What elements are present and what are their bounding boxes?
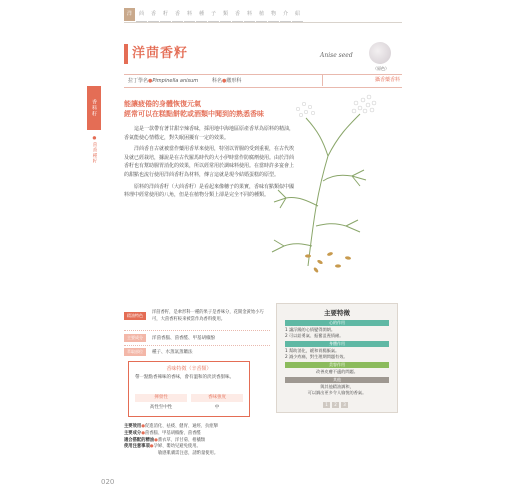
extraction-row: [124, 348, 193, 358]
beauty-band: 美容作用: [285, 362, 389, 368]
oil-color-swatch: [369, 42, 391, 64]
main-ingredients-text: 洋茴香腦、茴香醛、甲基胡椒酚: [152, 336, 215, 341]
family-value: 繖形科: [226, 78, 242, 84]
pager-dot[interactable]: 1: [323, 402, 330, 408]
features-box: [276, 303, 398, 413]
latin-name-value: Pimpinella anisum: [152, 78, 199, 84]
intensity-header: 香味強度: [191, 394, 243, 402]
index-tab[interactable]: 洋: [124, 8, 135, 21]
anise-plant-illustration: [268, 86, 398, 276]
index-tab[interactable]: 籽: [160, 8, 171, 22]
index-tab[interactable]: 類: [220, 8, 231, 22]
index-tab[interactable]: 料: [244, 8, 255, 22]
extraction-text: 種子、水蒸氣蒸餾法: [152, 350, 193, 355]
feature-line: 2 減少疼痛，對生理期問題有效。: [285, 354, 348, 359]
index-tabs: [124, 8, 304, 22]
volatility-value: 高性至中性: [149, 405, 173, 410]
extraction-tag: 萃取部位: [124, 348, 146, 356]
body-paragraph: 原料的洋茴香籽（大茴香籽）是看起來像穗子的果實，香味有點類似中國料理中經常使用的八角，但是在植物分類上卻是完全不同的種類。: [124, 183, 295, 199]
index-tab[interactable]: 物: [268, 8, 279, 22]
profile-tag: 精油特色: [124, 312, 146, 320]
page-number: 020: [101, 478, 115, 486]
index-tab[interactable]: 植: [256, 8, 267, 22]
bullet-icon: ●: [148, 78, 153, 84]
usage-line: 主要效用●促進消化、祛痰、健胃、通經、抗痙攣: [124, 424, 218, 429]
aroma-feature-box: [128, 361, 250, 417]
usage-line: 適合搭配的精油●薰衣草、洋甘菊、柑橘類: [124, 437, 206, 443]
index-tab[interactable]: 香: [148, 8, 159, 22]
headline-line: 經常可以在糕點餅乾或酒類中聞到的熟悉香味: [124, 110, 264, 118]
index-tab[interactable]: 香: [232, 8, 243, 22]
body-band: 身體作用: [285, 341, 389, 347]
body-paragraph: 這是一款帶有著甘甜辛辣香味，採用地中海地區原產香草為原料的精油，香氣能使心情穩定，對失眠困擾有一定的效果。: [124, 126, 295, 141]
main-ingredients-tag: 主要成分: [124, 334, 146, 342]
side-category-tab[interactable]: 香料籽: [87, 86, 101, 130]
profile-text: 洋茴香籽，是傘形科一種的果子是香味分，花開金黃始小巧可，大茴香籽較來被當作為香料使用。: [152, 310, 264, 322]
index-tab[interactable]: 茴: [136, 8, 147, 22]
side-subcategory: ●茴香種籽: [92, 136, 97, 164]
feature-line: 1 幫助消化，緩和胃腸脹氣。: [285, 348, 340, 353]
usage-line: 敏感肌膚需注意，請酌量使用。: [158, 451, 219, 457]
body-paragraph: 洋茴香自古就被當作藥用香草來使用，特別以胃腸的受到重視，在古代埃及就已經栽培，據說是在古代羅馬時代的大小伊時當作防腐劑使用。由於洋茴香籽也有幫助腸胃消化的效果，所以經常用於調味料使用。在當時許多宴會上的甜點也流行使用洋茴香籽為材料，傳言這就是現今結婚蛋糕的原型。: [124, 146, 295, 178]
feature-line: 改善皮膚不適的問題。: [316, 369, 358, 374]
bullet-icon: ●: [222, 78, 227, 84]
mind-band: 心的作用: [285, 320, 389, 326]
top-divider: [124, 22, 402, 23]
headline-line: 能讓疲倦的身體恢復元氣: [124, 100, 201, 108]
divider: [124, 330, 270, 331]
family-name: [212, 75, 241, 87]
divider: [124, 345, 270, 346]
usage-line: 主要成分●茴香腦、甲基胡椒酚、茴香醛: [124, 430, 201, 436]
aroma-description: 帶一點點香辣味的香味，會有溫和的淡淡香甜味。: [135, 375, 234, 380]
feature-line: 1 讓浮躁的心情變得開朗。: [285, 327, 336, 332]
index-tab[interactable]: 子: [208, 8, 219, 22]
profile-row: [124, 312, 152, 322]
family-label: 科名: [212, 78, 223, 84]
usage-line: 使用注意事項●孕婦、嬰幼兒避免使用。: [124, 444, 201, 450]
aroma-title: 香味特徵（辛香類）: [166, 366, 212, 372]
index-tab[interactable]: 介: [280, 8, 291, 22]
main-ingredients-row: [124, 334, 215, 344]
volatility-header: 揮發性: [135, 394, 187, 402]
feature-line: 與其他精油調和，: [320, 384, 354, 389]
features-pager: [323, 402, 350, 408]
pager-dot[interactable]: 2: [332, 402, 339, 408]
feature-line: 2 可以給勇氣、振奮沮喪情緒。: [285, 333, 344, 338]
latin-name-label: 拉丁學名: [128, 78, 149, 84]
index-tab[interactable]: 種: [196, 8, 207, 22]
index-tab[interactable]: 紹: [292, 8, 303, 22]
intensity-value: 中: [214, 405, 220, 410]
pager-dot[interactable]: 3: [341, 402, 348, 408]
english-name: Anise seed: [320, 52, 353, 59]
oil-color-caption: （原色）: [373, 66, 389, 71]
other-band: 其他: [285, 377, 389, 383]
index-tab[interactable]: 香: [172, 8, 183, 22]
features-title: 主要特徵: [324, 309, 350, 317]
feature-line: 可以調出更多令人愉悅的香氣。: [307, 390, 367, 395]
latin-name: [128, 75, 198, 87]
usage-notes: [124, 424, 284, 458]
other-name: 攝香藥香料: [322, 74, 402, 86]
page-title: 洋茴香籽: [124, 44, 306, 64]
index-tab[interactable]: 料: [184, 8, 195, 22]
